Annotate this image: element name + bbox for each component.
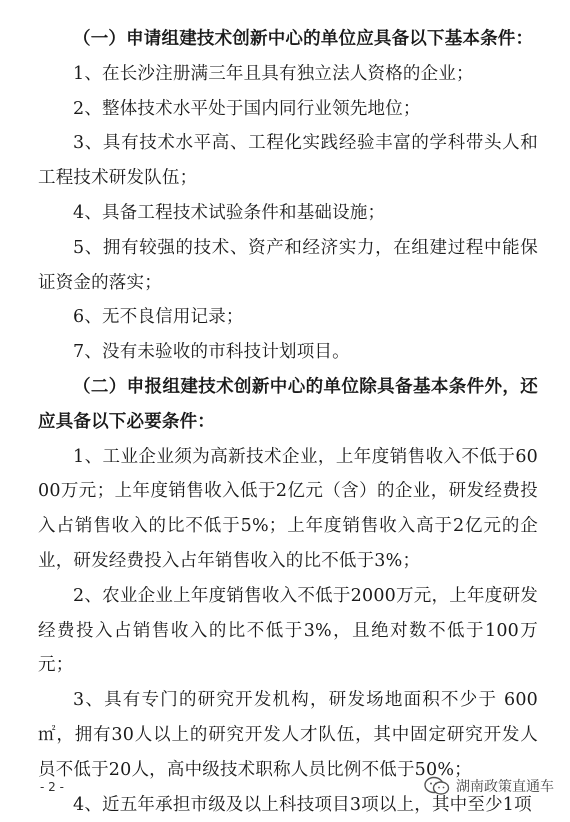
section2-item-2: 2、农业企业上年度销售收入不低于2000万元，上年度研发经费投入占销售收入的比不低于3%，且绝对数不低于100万元；: [38, 585, 538, 676]
section2-item-1: 1、工业企业须为高新技术企业，上年度销售收入不低于6000万元；上年度销售收入低于2亿元（含）的企业，研发经费投入占销售收入的比不低于5%；上年度销售收入高于2亿元的企业，研发经费投入占年销售收入的比不低于3%；: [38, 446, 538, 571]
section1-item-6: 6、无不良信用记录；: [73, 307, 244, 328]
section1-heading: （一）申请组建技术创新中心的单位应具备以下基本条件：: [73, 29, 534, 49]
section1-item-5: 5、拥有较强的技术、资产和经济实力，在组建过程中能保证资金的落实；: [38, 237, 538, 293]
document-body: [38, 22, 538, 822]
page-number: - 2 -: [40, 780, 64, 794]
section1-item-7: 7、没有未验收的市科技计划项目。: [73, 342, 350, 363]
section2-heading: （二）申报组建技术创新中心的单位除具备基本条件外，还应具备以下必要条件：: [38, 376, 538, 432]
section2-item-3: 3、具有专门的研究开发机构，研发场地面积不少于 600㎡，拥有30人以上的研究开发人才队伍，其中固定研究开发人员不低于20人，高中级技术职称人员比例不低于50%；: [38, 690, 538, 780]
watermark: [424, 776, 554, 796]
section1-item-4: 4、具备工程技术试验条件和基础设施；: [73, 202, 386, 223]
section1-item-1: 1、在长沙注册满三年且具有独立法人资格的企业；: [73, 63, 474, 84]
section2-item-4: 4、近五年承担市级及以上科技项目3项以上，其中至少1项: [73, 794, 532, 815]
section1-item-3: 3、具有技术水平高、工程化实践经验丰富的学科带头人和工程技术研发队伍；: [38, 133, 538, 189]
wechat-icon: [424, 776, 450, 796]
watermark-text: 湖南政策直通车: [456, 779, 554, 795]
section1-item-2: 2、整体技术水平处于国内同行业领先地位；: [73, 98, 421, 119]
